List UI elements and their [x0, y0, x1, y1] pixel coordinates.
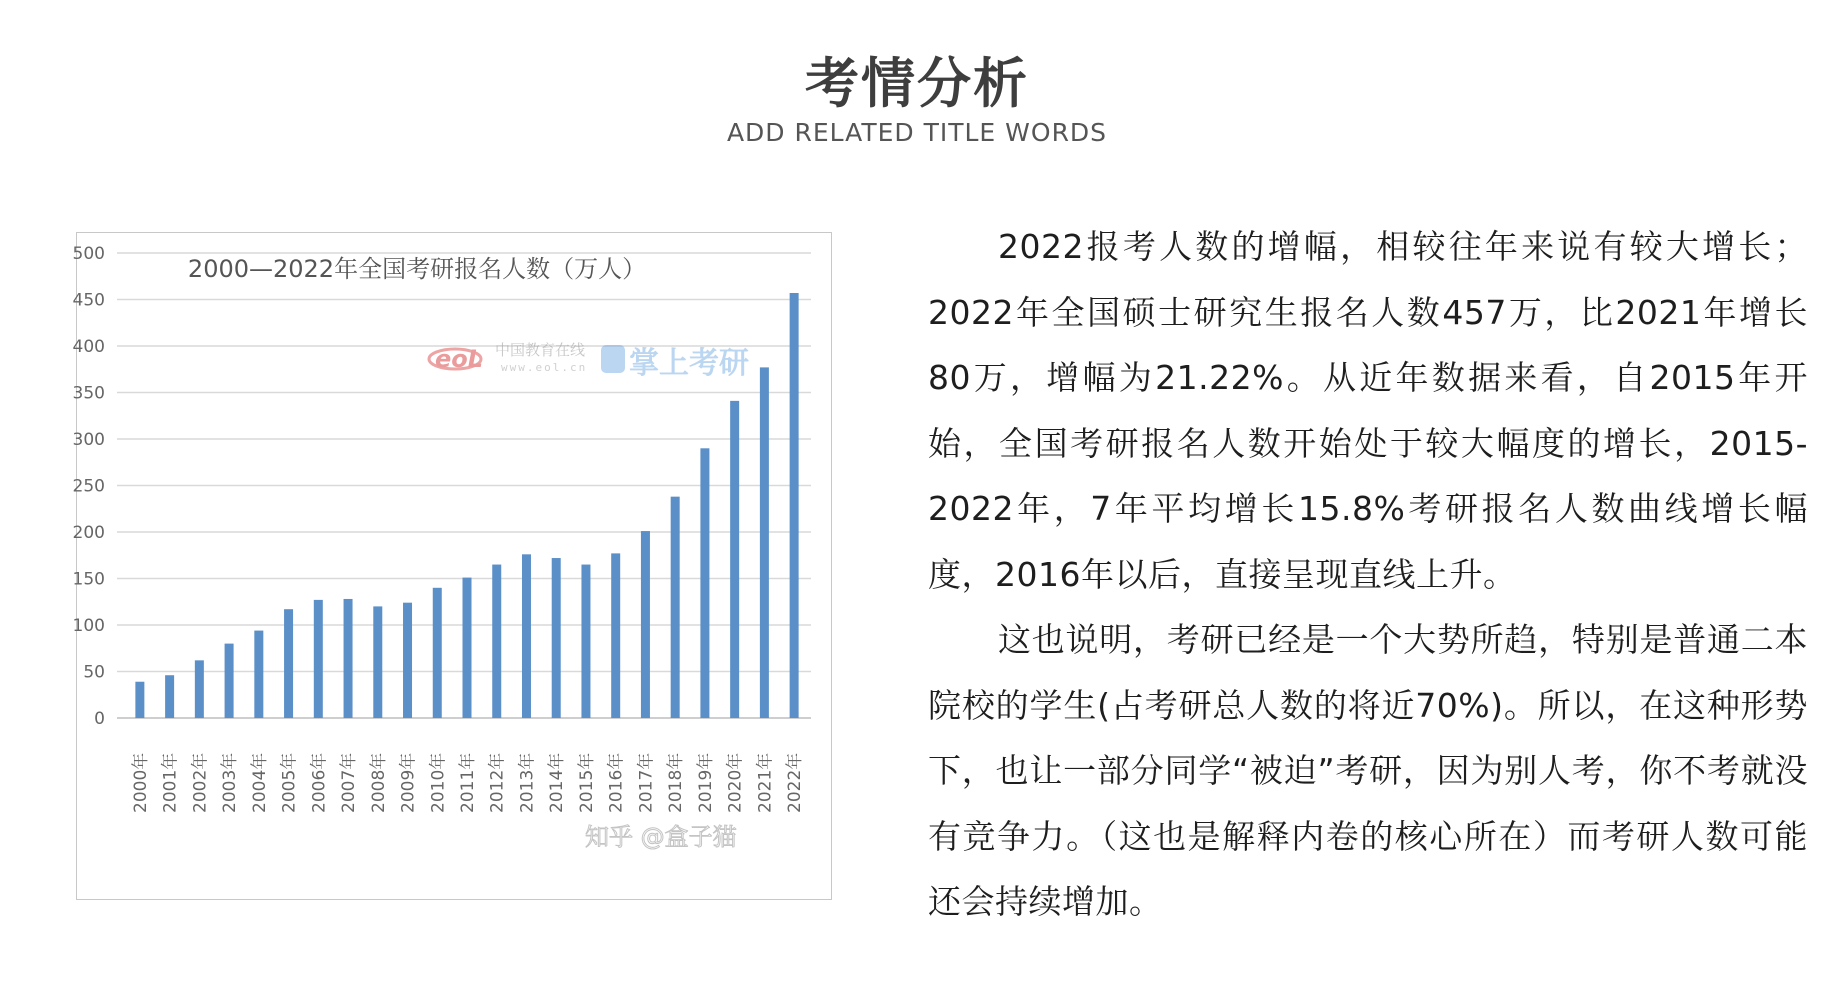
x-tick-label: 2000年	[130, 752, 151, 813]
x-tick-label: 2018年	[666, 752, 687, 813]
y-tick-label: 300	[72, 430, 105, 450]
x-tick-label: 2020年	[725, 752, 746, 813]
paragraph-growth: 2022报考人数的增幅，相较往年来说有较大增长；2022年全国硕士研究生报名人数457万，比2021年增长80万，增幅为21.22%。从近年数据来看，自2015年开始，全国考研报名人数开始处于较大幅度的增长，2015-2022年，7年平均增长15.8%考研报名人数曲线增长幅度，2016年以后，直接呈现直线上升。	[928, 227, 1808, 594]
bar-2002年	[195, 660, 204, 718]
eol-logo-name: 中国教育在线	[495, 341, 586, 359]
eol-logo-url: www.eol.cn	[501, 361, 588, 374]
y-tick-label: 200	[72, 523, 105, 543]
bar-2006年	[314, 600, 323, 718]
page-subtitle: ADD RELATED TITLE WORDS	[726, 118, 1108, 147]
bar-2000年	[135, 682, 144, 718]
bar-2011年	[463, 578, 472, 718]
y-tick-label: 500	[72, 244, 105, 264]
x-tick-label: 2017年	[636, 752, 657, 813]
app-logo-name: 掌上考研	[629, 346, 749, 381]
x-tick-label: 2013年	[517, 752, 538, 813]
app-logo-icon	[601, 345, 625, 373]
bar-2021年	[760, 367, 769, 718]
x-tick-label: 2005年	[279, 752, 300, 813]
x-tick-label: 2001年	[160, 752, 181, 813]
eol-logo-mark: eoL	[435, 345, 484, 373]
bar-2022年	[790, 293, 799, 718]
bar-2013年	[522, 554, 531, 718]
x-tick-label: 2021年	[755, 752, 776, 813]
x-tick-label: 2009年	[398, 752, 419, 813]
bar-2003年	[225, 644, 234, 718]
y-tick-label: 150	[72, 569, 105, 590]
y-tick-label: 450	[72, 290, 105, 311]
x-tick-label: 2015年	[576, 752, 597, 813]
bar-2019年	[700, 448, 709, 718]
x-tick-label: 2008年	[368, 752, 389, 813]
x-tick-label: 2011年	[458, 752, 478, 813]
bar-2004年	[254, 631, 263, 718]
zhihu-watermark: 知乎 @盒子猫	[585, 823, 737, 851]
y-tick-label: 350	[72, 383, 105, 404]
x-tick-label: 2010年	[428, 752, 449, 813]
paragraph-trend: 这也说明，考研已经是一个大势所趋，特别是普通二本院校的学生(占考研总人数的将近70%)。所以，在这种形势下，也让一部分同学“被迫”考研，因为别人考，你不考就没有竞争力。（这也是解释内卷的核心所在）而考研人数可能还会持续增加。	[928, 620, 1808, 921]
x-tick-label: 2012年	[487, 752, 508, 813]
bar-2009年	[403, 603, 412, 718]
chart-panel	[72, 232, 832, 900]
bar-2017年	[641, 531, 650, 718]
bar-2008年	[373, 606, 382, 718]
article-text	[928, 214, 1808, 935]
x-tick-label: 2002年	[190, 752, 211, 813]
x-axis-ticks	[130, 753, 805, 813]
chart-title: 2000—2022年全国考研报名人数（万人）	[187, 255, 647, 283]
bar-chart	[72, 233, 833, 901]
bar-2010年	[433, 588, 442, 718]
x-tick-label: 2014年	[547, 752, 568, 813]
bar-2018年	[671, 497, 680, 718]
y-tick-label: 50	[83, 662, 105, 683]
eol-logo	[429, 341, 587, 374]
y-axis-ticks	[73, 244, 105, 729]
page-title: 考情分析	[805, 52, 1029, 115]
x-tick-label: 2006年	[309, 752, 330, 813]
x-tick-label: 2004年	[249, 752, 270, 813]
app-logo	[601, 345, 749, 381]
y-tick-label: 0	[94, 709, 105, 729]
x-tick-label: 2003年	[220, 752, 241, 813]
x-tick-label: 2019年	[695, 752, 716, 813]
x-tick-label: 2007年	[339, 752, 360, 813]
bar-2005年	[284, 609, 293, 718]
y-tick-label: 250	[72, 476, 105, 497]
y-tick-label: 100	[72, 616, 105, 636]
x-tick-label: 2016年	[606, 752, 627, 813]
y-tick-label: 400	[72, 337, 105, 357]
bar-2020年	[730, 401, 739, 718]
bar-2012年	[492, 565, 501, 718]
bar-2001年	[165, 675, 174, 718]
bar-2007年	[344, 599, 353, 718]
x-tick-label: 2022年	[785, 752, 806, 813]
bar-2015年	[581, 565, 590, 718]
bar-2014年	[552, 558, 561, 718]
bar-2016年	[611, 553, 620, 718]
header	[0, 52, 1834, 148]
